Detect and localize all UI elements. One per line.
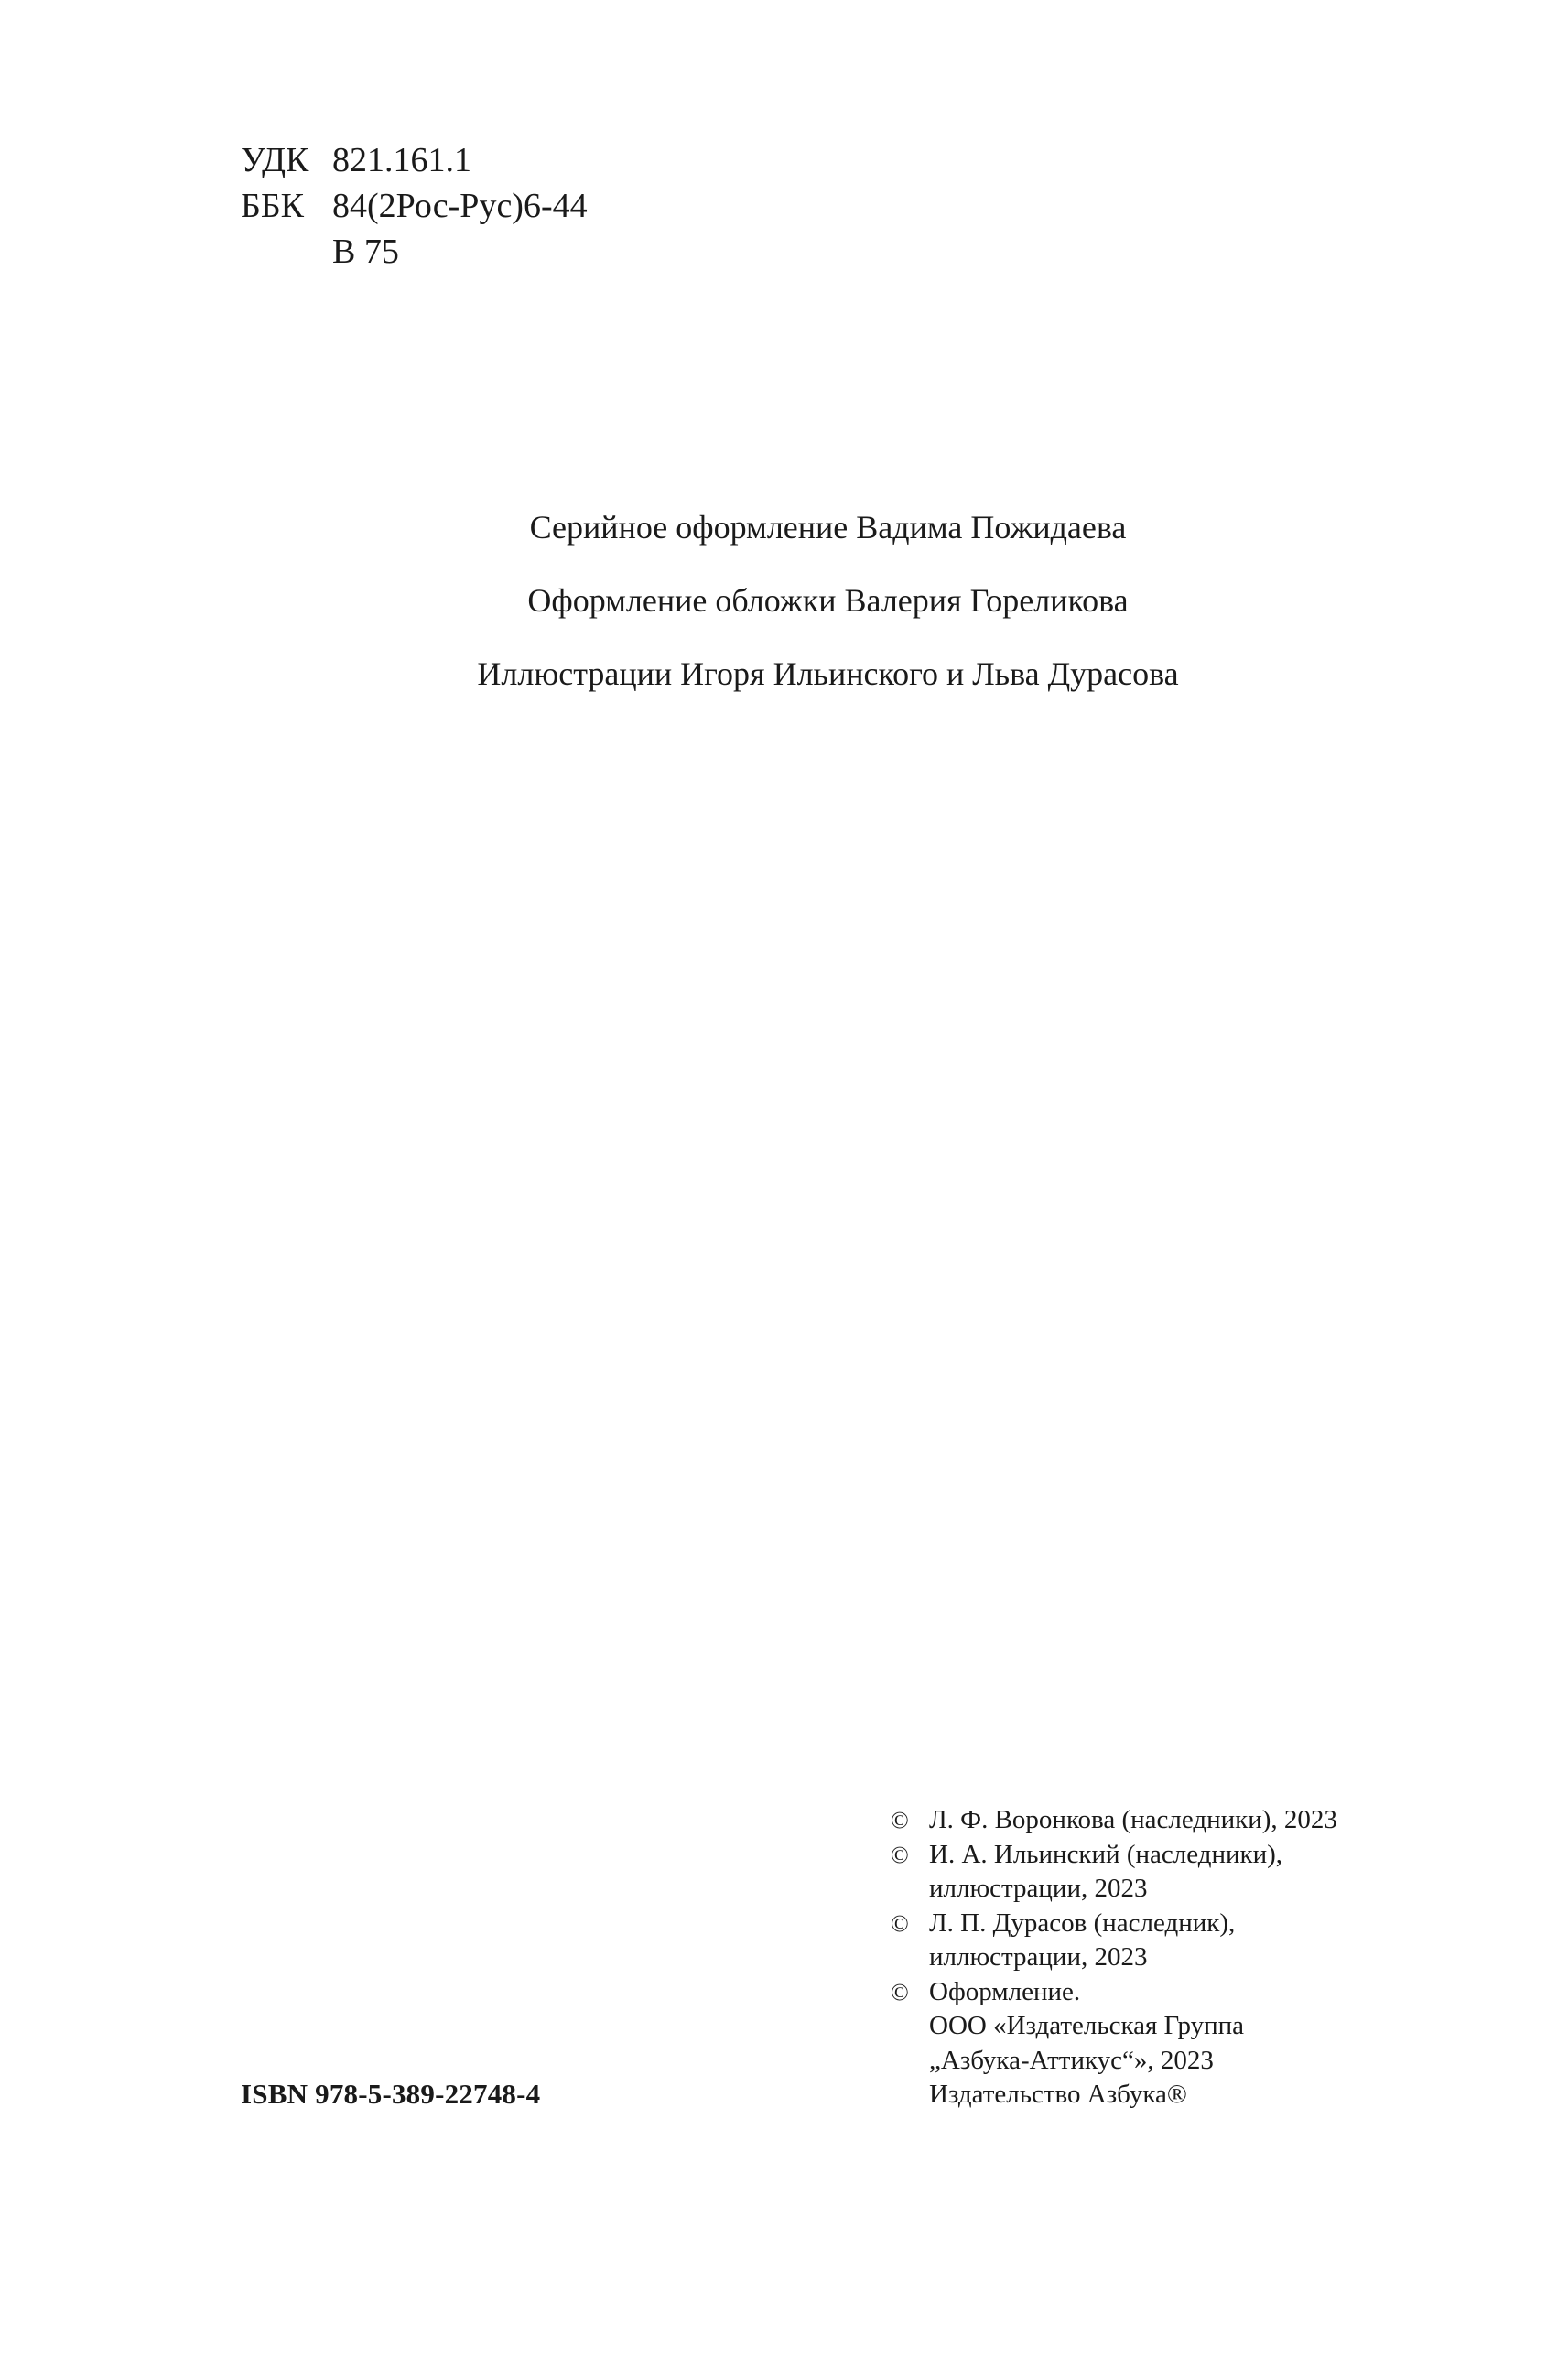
copyright-icon: © [891, 1807, 909, 1833]
copyright-line: И. А. Ильинский (наследники), [929, 1839, 1283, 1869]
udk-label: УДК [241, 141, 309, 179]
isbn: ISBN 978-5-389-22748-4 [241, 2078, 541, 2110]
bbk-label: ББК [241, 187, 304, 225]
copyright-block [891, 1803, 1337, 2113]
copyright-line: иллюстрации, 2023 [929, 1942, 1148, 1972]
copyright-line: иллюстрации, 2023 [929, 1874, 1148, 1903]
classification-block [241, 137, 588, 275]
copyright-line: Издательство Азбука® [929, 2080, 1187, 2109]
credit-illustrations: Иллюстрации Игоря Ильинского и Льва Дурасова [477, 655, 1179, 692]
copyright-icon: © [891, 1978, 909, 2005]
author-sign: В 75 [332, 232, 399, 271]
copyright-line: Оформление. [929, 1976, 1081, 2006]
copyright-icon: © [891, 1841, 909, 1868]
copyright-line: Л. Ф. Воронкова (наследники), 2023 [929, 1805, 1337, 1834]
credit-cover-design: Оформление обложки Валерия Гореликова [527, 582, 1129, 619]
udk-row [241, 137, 588, 183]
udk-value: 821.161.1 [332, 141, 471, 179]
bbk-value: 84(2Рос-Рус)6-44 [332, 187, 588, 225]
copyright-entry [891, 1907, 1337, 1975]
author-sign-row [241, 229, 588, 275]
copyright-entry [891, 1803, 1337, 1838]
credit-series-design: Серийное оформление Вадима Пожидаева [529, 509, 1127, 546]
credits-block [0, 508, 1568, 728]
bbk-row [241, 183, 588, 229]
copyright-icon: © [891, 1909, 909, 1937]
copyright-entry [891, 1975, 1337, 2113]
copyright-line: Л. П. Дурасов (наследник), [929, 1908, 1236, 1938]
copyright-entry [891, 1838, 1337, 1907]
copyright-line: „Азбука-Аттикус“», 2023 [929, 2045, 1214, 2075]
copyright-line: ООО «Издательская Группа [929, 2011, 1245, 2040]
